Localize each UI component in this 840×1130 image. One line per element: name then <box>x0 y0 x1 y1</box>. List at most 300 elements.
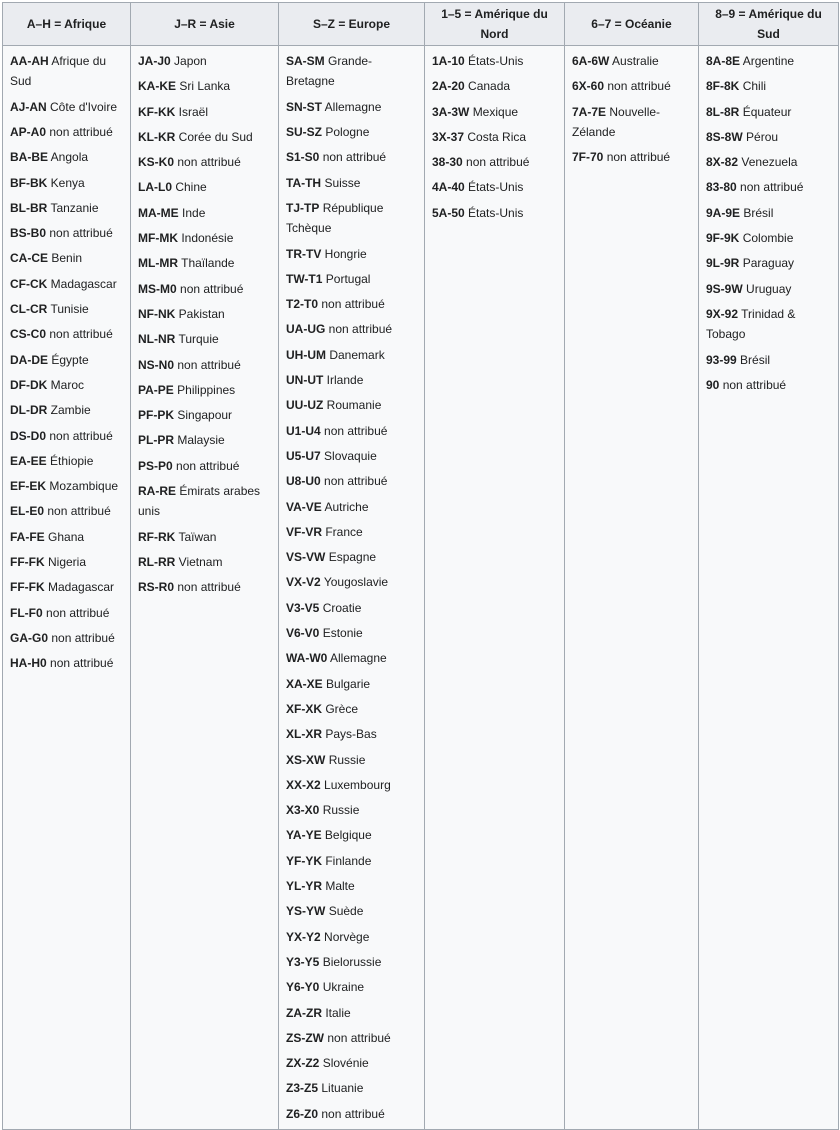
column-cell-asie <box>131 46 279 1130</box>
code-entry <box>10 577 126 597</box>
wmi-code: 9L-9R <box>706 256 740 271</box>
wmi-code: U5-U7 <box>286 448 321 463</box>
code-list-amerique-du-sud <box>706 51 834 395</box>
country-name: non attribué <box>322 150 387 165</box>
code-entry <box>286 421 420 441</box>
wmi-code: UA-UG <box>286 322 326 337</box>
code-entry <box>286 173 420 193</box>
code-entry <box>706 375 834 395</box>
wmi-code: 9S-9W <box>706 281 743 296</box>
wmi-code: 7A-7E <box>572 104 607 119</box>
country-name: Israël <box>178 104 209 119</box>
column-header-amerique-du-nord: 1–5 = Amérique du Nord <box>425 3 565 46</box>
country-name: Ukraine <box>322 980 365 995</box>
country-name: Roumanie <box>326 398 382 413</box>
wmi-code: FA-FE <box>10 529 45 544</box>
wmi-code: XL-XR <box>286 727 322 742</box>
country-name: États-Unis <box>468 54 524 68</box>
wmi-code: MA-ME <box>138 205 179 220</box>
code-entry <box>706 102 834 122</box>
code-entry <box>286 370 420 390</box>
code-entry <box>432 203 560 223</box>
code-entry <box>138 279 274 299</box>
country-name: Yougoslavie <box>323 575 389 590</box>
code-entry <box>138 552 274 572</box>
wmi-code: 5A-50 <box>432 205 465 220</box>
country-name: Pologne <box>325 125 370 139</box>
code-entry <box>138 329 274 349</box>
wmi-code: Y6-Y0 <box>286 980 320 995</box>
wmi-code: Z3-Z5 <box>286 1081 319 1096</box>
code-entry <box>10 653 126 673</box>
code-entry <box>286 800 420 820</box>
column-header-amerique-du-sud: 8–9 = Amérique du Sud <box>699 3 839 46</box>
country-name: Benin <box>51 251 83 266</box>
wmi-country-table <box>2 2 839 1130</box>
country-name: Singapour <box>177 408 233 423</box>
country-name: États-Unis <box>468 180 524 195</box>
wmi-code: SU-SZ <box>286 125 322 139</box>
country-name: Tanzanie <box>50 200 99 215</box>
country-name: Venezuela <box>741 155 798 170</box>
wmi-code: X3-X0 <box>286 803 320 818</box>
country-name: non attribué <box>466 155 530 170</box>
code-entry <box>432 177 560 197</box>
wmi-code: FF-FK <box>10 580 45 595</box>
code-entry <box>572 51 694 71</box>
code-entry <box>138 577 274 597</box>
country-name: Argentine <box>742 54 795 68</box>
wmi-code: FF-FK <box>10 555 45 570</box>
wmi-code: KA-KE <box>138 79 176 94</box>
wmi-code: 8X-82 <box>706 155 739 170</box>
code-entry <box>10 324 126 344</box>
country-name: Pérou <box>746 129 779 144</box>
country-name: Malaysie <box>177 433 225 448</box>
country-name: non attribué <box>722 377 787 392</box>
wmi-code: YA-YE <box>286 828 322 843</box>
country-name: non attribué <box>740 180 804 195</box>
wmi-code: Z6-Z0 <box>286 1106 319 1121</box>
country-name: non attribué <box>46 605 110 620</box>
code-entry <box>286 1104 420 1124</box>
country-name: non attribué <box>328 322 393 337</box>
wmi-code: XA-XE <box>286 676 323 691</box>
country-name: Russie <box>328 752 366 767</box>
code-entry <box>138 355 274 375</box>
country-name: non attribué <box>177 580 241 595</box>
wmi-code: TA-TH <box>286 175 322 190</box>
code-entry <box>572 76 694 96</box>
wmi-code: AA-AH <box>10 54 49 68</box>
code-entry <box>10 400 126 420</box>
wmi-code: PL-PR <box>138 433 174 448</box>
code-entry <box>286 825 420 845</box>
code-entry <box>706 51 834 71</box>
code-entry <box>10 527 126 547</box>
country-name: Finlande <box>325 853 372 868</box>
wmi-code: BA-BE <box>10 150 48 165</box>
country-name: Bielorussie <box>322 954 382 969</box>
code-entry <box>10 426 126 446</box>
column-header-europe: S–Z = Europe <box>279 3 425 46</box>
code-entry <box>286 927 420 947</box>
country-name: Danemark <box>329 347 385 362</box>
code-entry <box>706 279 834 299</box>
country-name: Suède <box>328 904 364 919</box>
code-entry <box>286 51 420 92</box>
column-header-afrique: A–H = Afrique <box>3 3 131 46</box>
wmi-code: CA-CE <box>10 251 48 266</box>
wmi-code: 8F-8K <box>706 79 740 94</box>
wmi-code: V3-V5 <box>286 600 320 615</box>
header-row <box>3 3 839 46</box>
country-name: Nouvelle-Zélande <box>572 104 661 139</box>
wmi-code: UN-UT <box>286 373 324 388</box>
code-entry <box>286 674 420 694</box>
wmi-code: TJ-TP <box>286 200 320 215</box>
code-entry <box>286 901 420 921</box>
code-entry <box>286 623 420 643</box>
country-name: Corée du Sud <box>178 129 253 144</box>
wmi-code: Y3-Y5 <box>286 954 320 969</box>
code-entry <box>10 476 126 496</box>
wmi-code: ZS-ZW <box>286 1030 324 1045</box>
wmi-code: MS-M0 <box>138 281 177 296</box>
country-name: Tunisie <box>50 302 89 317</box>
country-name: Autriche <box>324 499 369 514</box>
code-entry <box>286 198 420 239</box>
code-list-asie <box>138 51 274 598</box>
wmi-code: SN-ST <box>286 99 322 114</box>
code-entry <box>706 76 834 96</box>
country-name: Suisse <box>324 175 361 190</box>
code-entry <box>138 51 274 71</box>
column-cell-amerique-du-nord <box>425 46 565 1130</box>
country-name: Mozambique <box>49 479 119 494</box>
table-wrapper <box>2 2 839 1130</box>
wmi-code: NS-N0 <box>138 357 175 372</box>
country-name: Kenya <box>50 175 85 190</box>
wmi-code: 3A-3W <box>432 104 470 119</box>
country-name: Madagascar <box>50 276 117 291</box>
country-name: Allemagne <box>324 99 382 114</box>
code-entry <box>10 223 126 243</box>
wmi-code: SA-SM <box>286 54 325 68</box>
country-name: non attribué <box>50 656 114 671</box>
country-name: Brésil <box>743 205 774 220</box>
code-entry <box>138 405 274 425</box>
country-name: non attribué <box>321 1106 385 1121</box>
wmi-code: 2A-20 <box>432 79 465 94</box>
wmi-code: 38-30 <box>432 155 463 170</box>
wmi-code: VS-VW <box>286 550 326 565</box>
code-entry <box>138 76 274 96</box>
country-name: Grèce <box>325 701 359 716</box>
wmi-code: RA-RE <box>138 484 176 499</box>
country-name: non attribué <box>324 474 388 489</box>
code-entry <box>706 177 834 197</box>
code-entry <box>10 51 126 92</box>
code-entry <box>286 547 420 567</box>
code-entry <box>286 724 420 744</box>
code-entry <box>10 628 126 648</box>
code-entry <box>10 451 126 471</box>
code-entry <box>10 350 126 370</box>
code-entry <box>706 304 834 345</box>
code-entry <box>572 102 694 143</box>
country-name: Nigeria <box>48 555 87 570</box>
code-entry <box>286 598 420 618</box>
country-name: Luxembourg <box>324 777 391 792</box>
wmi-code: BS-B0 <box>10 226 47 241</box>
code-entry <box>706 203 834 223</box>
country-name: non attribué <box>324 423 388 438</box>
wmi-code: YF-YK <box>286 853 322 868</box>
wmi-code: PF-PK <box>138 408 174 423</box>
country-name: Portugal <box>325 271 371 286</box>
wmi-code: MF-MK <box>138 231 178 246</box>
wmi-code: V6-V0 <box>286 626 320 641</box>
code-list-oceanie <box>572 51 694 168</box>
country-name: Taïwan <box>178 529 217 544</box>
code-entry <box>138 127 274 147</box>
code-entry <box>286 294 420 314</box>
code-entry <box>286 497 420 517</box>
country-name: Estonie <box>322 626 363 641</box>
wmi-code: 6A-6W <box>572 54 610 68</box>
wmi-code: AJ-AN <box>10 99 47 114</box>
code-entry <box>138 253 274 273</box>
country-name: Émirats arabes unis <box>138 484 261 519</box>
wmi-code: YX-Y2 <box>286 929 321 944</box>
code-entry <box>138 527 274 547</box>
code-entry <box>286 1053 420 1073</box>
code-entry <box>286 699 420 719</box>
country-name: République Tchèque <box>286 200 384 236</box>
wmi-code: 3X-37 <box>432 129 465 144</box>
code-entry <box>10 147 126 167</box>
country-name: Turquie <box>178 332 219 347</box>
country-name: États-Unis <box>468 205 524 220</box>
wmi-code: T2-T0 <box>286 297 319 312</box>
code-entry <box>432 51 560 71</box>
code-entry <box>138 177 274 197</box>
code-entry <box>138 203 274 223</box>
code-entry <box>138 102 274 122</box>
wmi-code: XX-X2 <box>286 777 321 792</box>
code-entry <box>138 481 274 522</box>
wmi-code: EL-E0 <box>10 504 45 519</box>
code-entry <box>138 430 274 450</box>
wmi-code: YL-YR <box>286 879 322 894</box>
wmi-code: NL-NR <box>138 332 176 347</box>
code-entry <box>706 350 834 370</box>
country-name: Chili <box>742 79 767 94</box>
wmi-code: 8A-8E <box>706 54 741 68</box>
code-entry <box>286 122 420 142</box>
code-entry <box>10 198 126 218</box>
country-name: Slovaquie <box>324 448 377 463</box>
code-entry <box>138 152 274 172</box>
wmi-code: RL-RR <box>138 555 176 570</box>
code-entry <box>286 269 420 289</box>
country-name: Grande-Bretagne <box>286 54 373 89</box>
wmi-code: EA-EE <box>10 453 47 468</box>
code-entry <box>286 471 420 491</box>
country-name: Norvège <box>324 929 370 944</box>
code-entry <box>286 147 420 167</box>
wmi-code: ML-MR <box>138 256 178 271</box>
country-name: Égypte <box>51 352 89 367</box>
code-entry <box>10 122 126 142</box>
code-entry <box>706 228 834 248</box>
wmi-code: XF-XK <box>286 701 322 716</box>
country-name: Sri Lanka <box>179 79 231 94</box>
wmi-code: EF-EK <box>10 479 46 494</box>
wmi-code: JA-J0 <box>138 54 171 68</box>
country-name: Pays-Bas <box>325 727 377 742</box>
country-name: non attribué <box>49 226 113 241</box>
wmi-code: 9F-9K <box>706 231 740 246</box>
wmi-code: DS-D0 <box>10 428 47 443</box>
code-entry <box>10 173 126 193</box>
wmi-code: 83-80 <box>706 180 737 195</box>
country-name: Équateur <box>742 104 792 119</box>
country-name: non attribué <box>177 357 241 372</box>
wmi-code: BL-BR <box>10 200 48 215</box>
code-entry <box>138 380 274 400</box>
country-name: Inde <box>182 205 206 220</box>
country-name: non attribué <box>176 458 240 473</box>
code-entry <box>138 228 274 248</box>
body-row <box>3 46 839 1130</box>
code-entry <box>706 152 834 172</box>
wmi-code: 9X-92 <box>706 306 739 321</box>
country-name: non attribué <box>47 504 111 519</box>
country-name: Mexique <box>472 104 519 119</box>
code-entry <box>138 456 274 476</box>
wmi-code: KL-KR <box>138 129 176 144</box>
country-name: non attribué <box>327 1030 391 1045</box>
country-name: non attribué <box>49 428 113 443</box>
wmi-code: DF-DK <box>10 377 48 392</box>
wmi-code: CL-CR <box>10 302 48 317</box>
country-name: Russie <box>322 803 360 818</box>
country-name: Vietnam <box>178 555 223 570</box>
code-entry <box>286 952 420 972</box>
wmi-code: KS-K0 <box>138 155 175 170</box>
wmi-code: DL-DR <box>10 403 48 418</box>
wmi-code: PA-PE <box>138 382 174 397</box>
country-name: Espagne <box>328 550 377 565</box>
wmi-code: GA-G0 <box>10 630 49 645</box>
country-name: Hongrie <box>324 246 367 261</box>
code-entry <box>286 876 420 896</box>
code-entry <box>286 750 420 770</box>
country-name: Afrique du Sud <box>10 54 107 89</box>
country-name: Malte <box>325 879 355 894</box>
code-list-amerique-du-nord <box>432 51 560 223</box>
code-entry <box>138 304 274 324</box>
country-name: Uruguay <box>746 281 792 296</box>
code-entry <box>432 76 560 96</box>
code-entry <box>286 977 420 997</box>
country-name: Brésil <box>740 352 771 367</box>
country-name: non attribué <box>49 125 113 139</box>
wmi-code: DA-DE <box>10 352 48 367</box>
wmi-code: 8S-8W <box>706 129 743 144</box>
wmi-code: CS-C0 <box>10 327 47 342</box>
wmi-code: HA-H0 <box>10 656 47 671</box>
code-entry <box>286 572 420 592</box>
wmi-code: VA-VE <box>286 499 322 514</box>
wmi-code: AP-A0 <box>10 125 47 139</box>
code-entry <box>286 97 420 117</box>
code-entry <box>286 1003 420 1023</box>
code-entry <box>286 1078 420 1098</box>
code-entry <box>432 102 560 122</box>
wmi-code: CF-CK <box>10 276 48 291</box>
country-name: Chine <box>175 180 207 195</box>
code-list-afrique <box>10 51 126 674</box>
code-entry <box>10 552 126 572</box>
country-name: Éthiopie <box>50 453 94 468</box>
wmi-code: RF-RK <box>138 529 176 544</box>
code-entry <box>432 127 560 147</box>
code-entry <box>10 97 126 117</box>
column-cell-oceanie <box>565 46 699 1130</box>
code-entry <box>572 147 694 167</box>
wmi-code: RS-R0 <box>138 580 175 595</box>
wmi-code: U1-U4 <box>286 423 321 438</box>
code-entry <box>10 375 126 395</box>
wmi-code: UH-UM <box>286 347 326 362</box>
code-list-europe <box>286 51 420 1124</box>
code-entry <box>706 127 834 147</box>
country-name: Madagascar <box>48 580 115 595</box>
wmi-code: S1-S0 <box>286 150 320 165</box>
wmi-code: XS-XW <box>286 752 326 767</box>
country-name: Allemagne <box>330 651 387 666</box>
country-name: France <box>325 524 363 539</box>
column-cell-amerique-du-sud <box>699 46 839 1130</box>
country-name: non attribué <box>180 281 244 296</box>
column-header-asie: J–R = Asie <box>131 3 279 46</box>
country-name: Zambie <box>50 403 91 418</box>
country-name: Japon <box>174 54 207 68</box>
country-name: Colombie <box>742 231 794 246</box>
wmi-code: ZX-Z2 <box>286 1056 320 1071</box>
country-name: non attribué <box>177 155 241 170</box>
wmi-code: UU-UZ <box>286 398 324 413</box>
wmi-code: YS-YW <box>286 904 326 919</box>
wmi-code: LA-L0 <box>138 180 172 195</box>
country-name: Côte d'Ivoire <box>50 99 118 114</box>
country-name: Slovénie <box>322 1056 369 1071</box>
code-entry <box>286 1028 420 1048</box>
code-entry <box>10 274 126 294</box>
code-entry <box>10 248 126 268</box>
wmi-code: FL-F0 <box>10 605 43 620</box>
wmi-code: TW-T1 <box>286 271 323 286</box>
column-cell-afrique <box>3 46 131 1130</box>
country-name: non attribué <box>607 79 671 94</box>
country-name: Italie <box>325 1005 351 1020</box>
country-name: non attribué <box>321 297 385 312</box>
wmi-code: WA-W0 <box>286 651 328 666</box>
wmi-code: 7F-70 <box>572 150 604 165</box>
